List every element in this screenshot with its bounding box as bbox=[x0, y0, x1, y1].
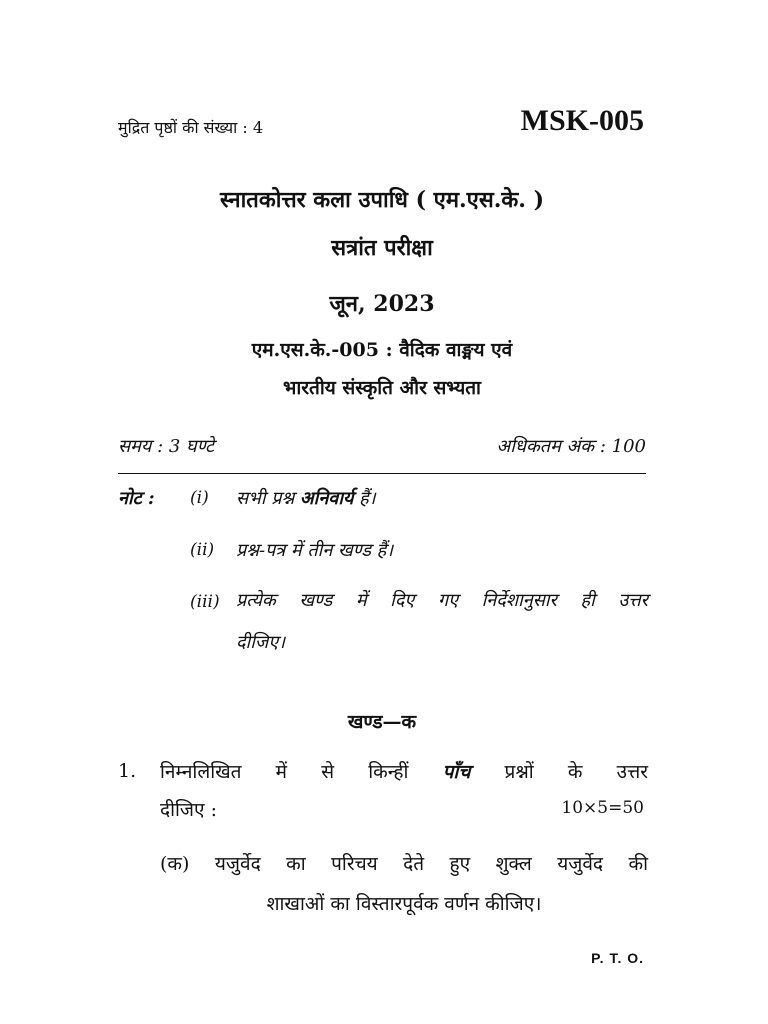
exam-title: सत्रांत परीक्षा bbox=[331, 235, 433, 261]
note-number: (ii) bbox=[190, 540, 215, 560]
paper-title-line2: भारतीय संस्कृति और सभ्यता bbox=[283, 377, 481, 399]
subquestion-a-continued: शाखाओं का विस्तारपूर्वक वर्णन कीजिए। bbox=[266, 893, 542, 915]
question-emphasis: पाँच bbox=[442, 761, 471, 783]
note-item bbox=[236, 486, 376, 510]
question-number: 1. bbox=[118, 760, 137, 782]
page-turn-label: P. T. O. bbox=[591, 950, 644, 966]
question-text bbox=[160, 758, 648, 784]
subquestion-a: (क) यजुर्वेद का परिचय देते हुए शुक्ल यजुर्वेद की bbox=[160, 853, 648, 875]
question-text-part: निम्नलिखित में से किन्हीं bbox=[160, 761, 443, 783]
note-number: (i) bbox=[190, 488, 209, 508]
printed-pages-count: मुद्रित पृष्ठों की संख्या : 4 bbox=[118, 118, 264, 137]
max-marks: अधिकतम अंक : 100 bbox=[496, 436, 646, 457]
note-item: प्रत्येक खण्ड में दिए गए निर्देशानुसार ही उत्तर bbox=[236, 590, 648, 611]
note-text: हैं। bbox=[353, 488, 376, 509]
question-marks: 10×5=50 bbox=[561, 798, 644, 818]
course-code: MSK-005 bbox=[520, 104, 644, 137]
exam-duration: समय : 3 घण्टे bbox=[118, 436, 215, 457]
paper-title-line1: एम.एस.के.-005 : वैदिक वाङ्मय एवं bbox=[251, 339, 513, 361]
note-item: प्रश्न-पत्र में तीन खण्ड हैं। bbox=[236, 540, 394, 561]
exam-session: जून, 2023 bbox=[329, 291, 435, 317]
question-text-part: प्रश्नों के उत्तर bbox=[470, 761, 648, 783]
note-number: (iii) bbox=[190, 592, 220, 612]
note-emphasis: अनिवार्य bbox=[299, 488, 354, 509]
program-title: स्नातकोत्तर कला उपाधि ( एम.एस.के. ) bbox=[220, 187, 544, 213]
note-text: सभी प्रश्न bbox=[236, 488, 300, 509]
section-title: खण्ड—क bbox=[347, 711, 417, 733]
note-label: नोट : bbox=[118, 488, 155, 509]
note-item-continued: दीजिए। bbox=[236, 632, 286, 653]
header-divider bbox=[118, 473, 646, 474]
question-text-continued: दीजिए : bbox=[160, 799, 217, 821]
